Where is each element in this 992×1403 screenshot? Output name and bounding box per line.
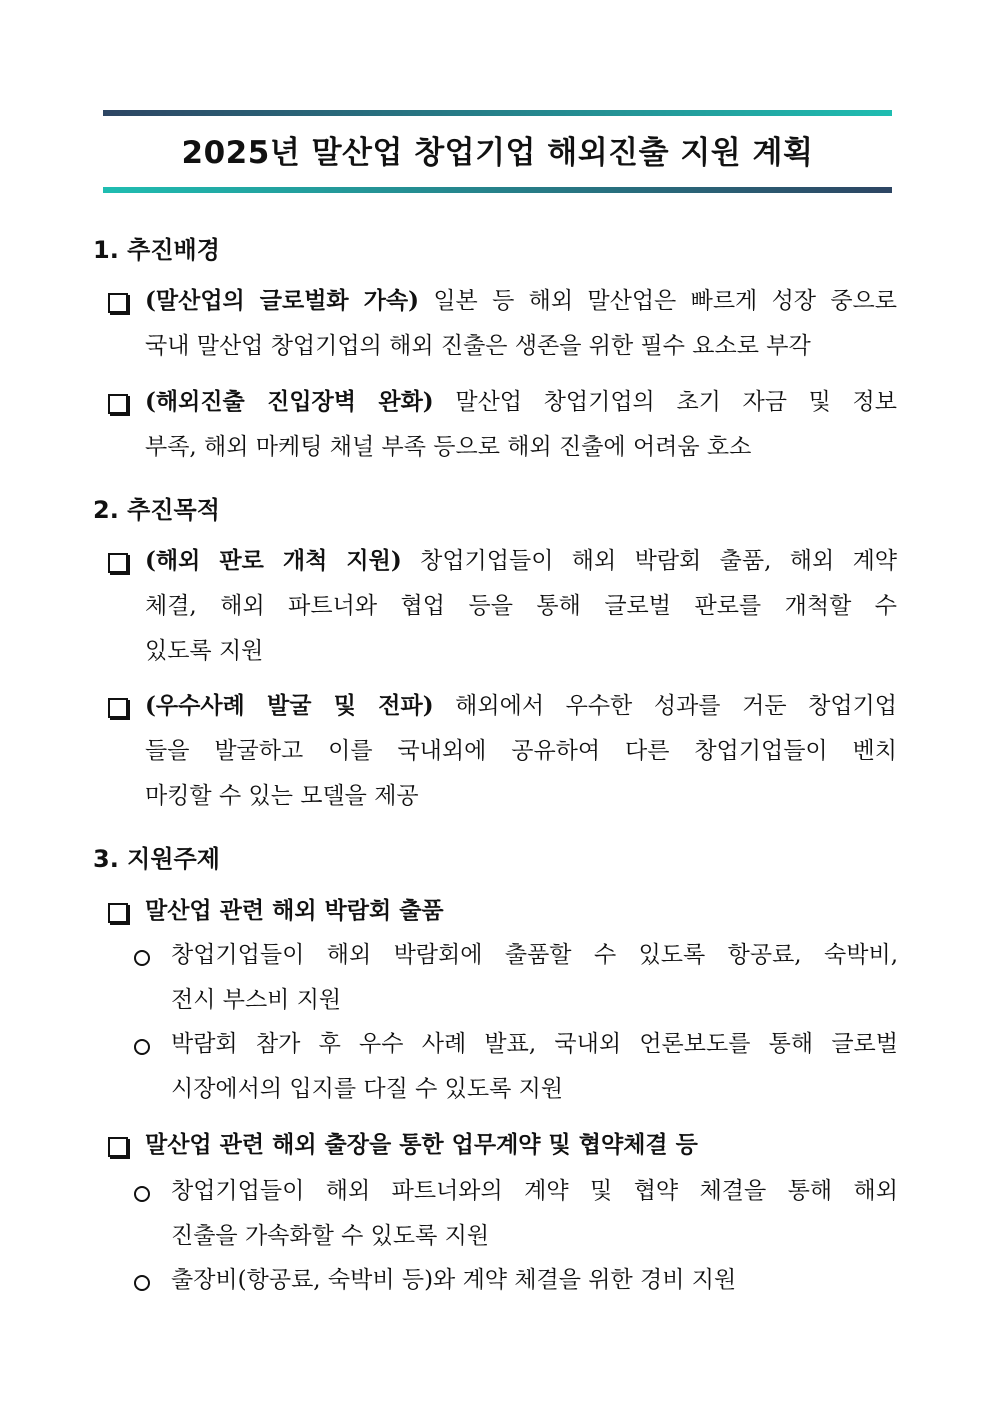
item-line-2: 체결, 해외 파트너와 협업 등을 통해 글로벌 판로를 개척할 수 (145, 593, 897, 619)
item-title: (해외진출 진입장벽 완화) (145, 388, 434, 415)
circle-bullet-icon (134, 1275, 150, 1291)
item-line-1 (145, 386, 897, 418)
bullet-line-2: 진출을 가속화할 수 있도록 지원 (171, 1223, 490, 1249)
circle-bullet-icon (134, 1186, 150, 1202)
section-heading-topics: 3. 지원주제 (93, 845, 220, 873)
item-title: (말산업의 글로벌화 가속) (145, 287, 419, 314)
checkbox-square-icon (108, 553, 128, 573)
section-heading-background: 1. 추진배경 (93, 236, 220, 264)
item-line-3: 마킹할 수 있는 모델을 제공 (145, 783, 419, 809)
item-line-1 (145, 690, 897, 722)
title-box (103, 110, 892, 193)
bullet-line-1: 창업기업들이 해외 박람회에 출품할 수 있도록 항공료, 숙박비, (171, 942, 898, 968)
title-bar-bottom (103, 187, 892, 193)
bullet-line-2: 전시 부스비 지원 (171, 987, 342, 1013)
item-title: (해외 판로 개척 지원) (145, 547, 402, 574)
item-line-3: 있도록 지원 (145, 638, 264, 664)
item-text: 해외에서 우수한 성과를 거둔 창업기업 (433, 693, 897, 719)
bullet-line-1: 창업기업들이 해외 파트너와의 계약 및 협약 체결을 통해 해외 (171, 1178, 898, 1204)
item-title: (우수사례 발굴 및 전파) (145, 692, 434, 719)
bullet-line-2: 시장에서의 입지를 다질 수 있도록 지원 (171, 1076, 564, 1102)
checkbox-square-icon (108, 394, 128, 414)
item-text: 창업기업들이 해외 박람회 출품, 해외 계약 (401, 548, 898, 574)
checkbox-square-icon (108, 293, 128, 313)
checkbox-square-icon (108, 1137, 128, 1157)
checkbox-square-icon (108, 698, 128, 718)
section-heading-purpose: 2. 추진목적 (93, 496, 220, 524)
topic-label: 말산업 관련 해외 출장을 통한 업무계약 및 협약체결 등 (145, 1131, 698, 1158)
item-line-1 (145, 545, 897, 577)
title-bar-top (103, 110, 892, 116)
bullet-line-1: 출장비(항공료, 숙박비 등)와 계약 체결을 위한 경비 지원 (171, 1267, 737, 1293)
topic-label: 말산업 관련 해외 박람회 출품 (145, 897, 444, 924)
checkbox-square-icon (108, 903, 128, 923)
bullet-line-1: 박람회 참가 후 우수 사례 발표, 국내외 언론보도를 통해 글로벌 (171, 1031, 898, 1057)
page-title: 2025년 말산업 창업기업 해외진출 지원 계획 (181, 135, 814, 171)
item-line-1 (145, 285, 897, 317)
item-line-2: 부족, 해외 마케팅 채널 부족 등으로 해외 진출에 어려움 호소 (145, 434, 752, 460)
item-text: 일본 등 해외 말산업은 빠르게 성장 중으로 (419, 288, 897, 314)
circle-bullet-icon (134, 1039, 150, 1055)
circle-bullet-icon (134, 950, 150, 966)
item-text: 말산업 창업기업의 초기 자금 및 정보 (433, 389, 897, 415)
item-line-2: 들을 발굴하고 이를 국내외에 공유하여 다른 창업기업들이 벤치 (145, 738, 897, 764)
item-line-2: 국내 말산업 창업기업의 해외 진출은 생존을 위한 필수 요소로 부각 (145, 333, 811, 359)
